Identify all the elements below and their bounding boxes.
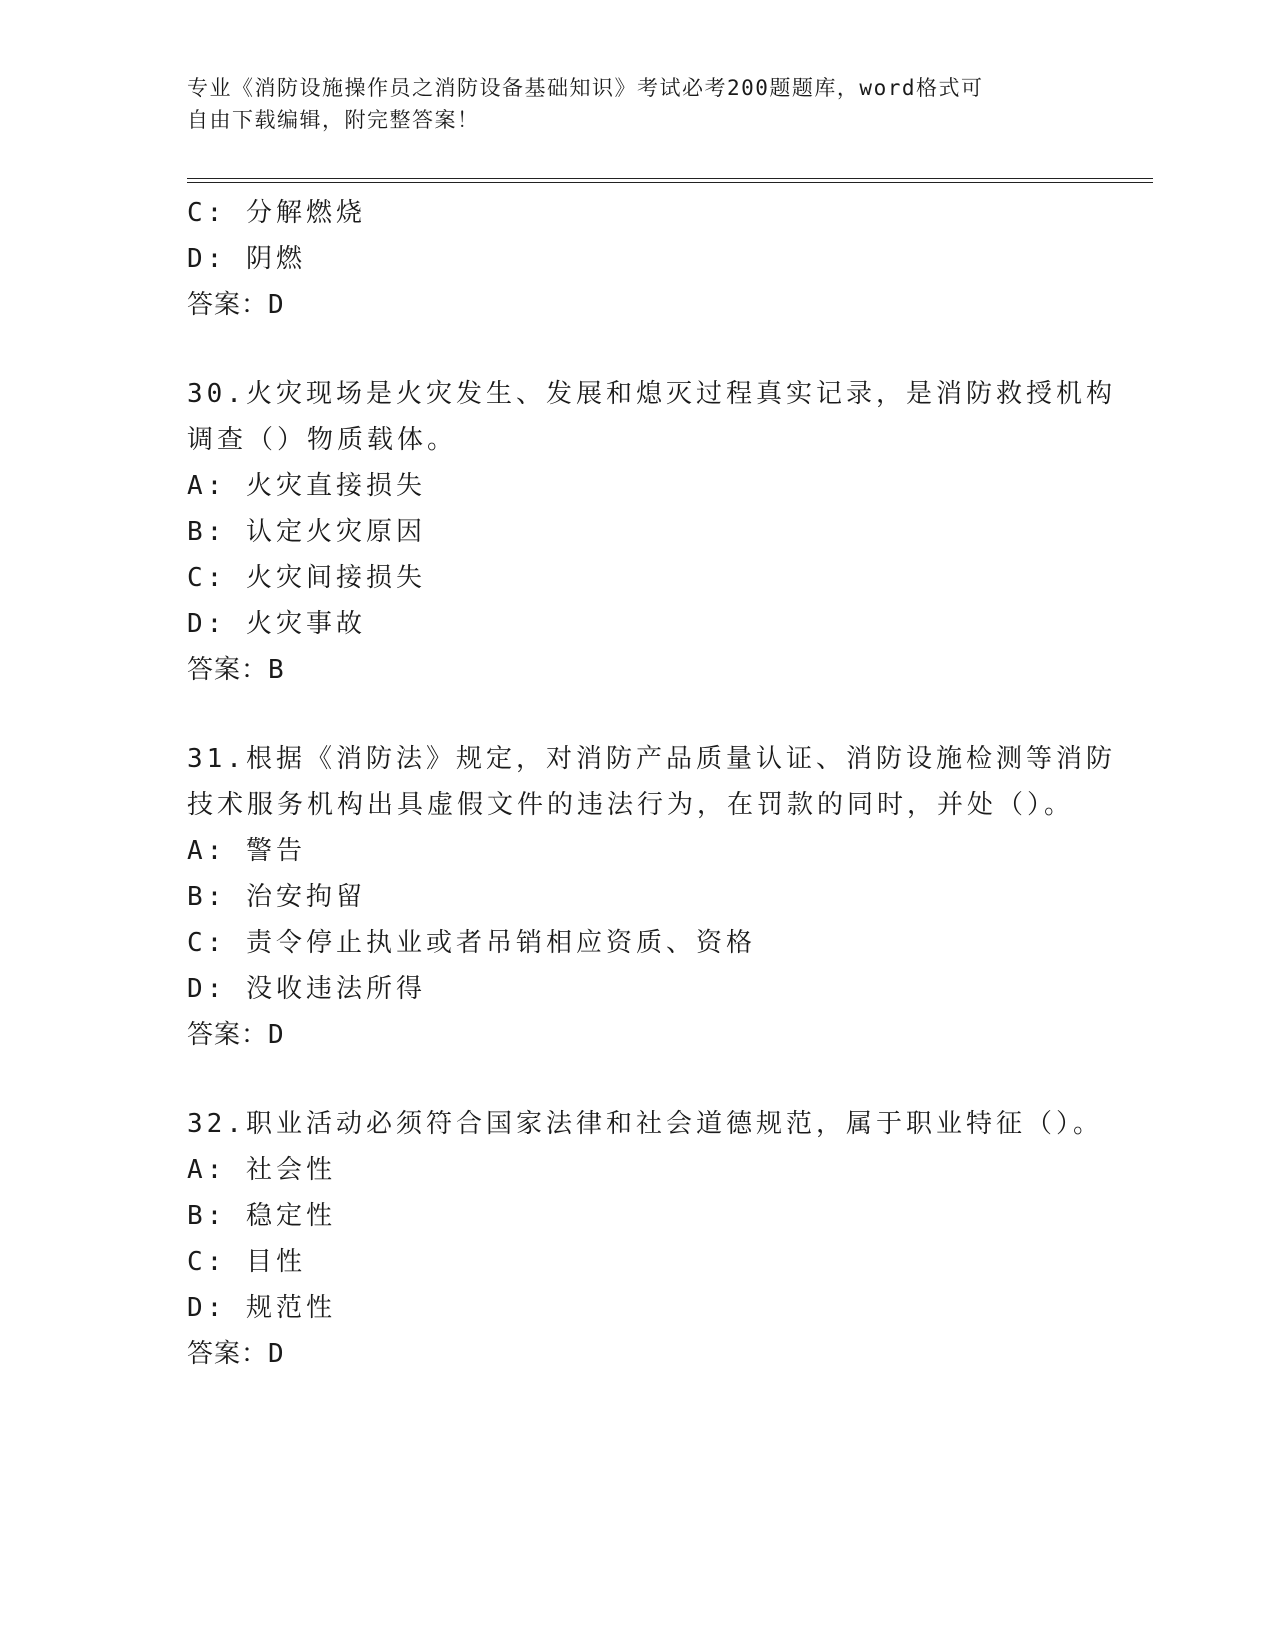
- option-text: 阴燃: [245, 244, 306, 274]
- answer-value: D: [268, 1339, 285, 1369]
- answer-value: D: [268, 1020, 285, 1050]
- option-label: A:: [187, 836, 227, 866]
- option-label: B:: [187, 882, 227, 912]
- answer-value: B: [268, 655, 285, 685]
- answer-line: [187, 647, 1087, 693]
- option-text: 火灾事故: [245, 609, 366, 639]
- page-header: [187, 72, 1067, 136]
- question-continued: [187, 190, 1087, 328]
- option-label: D:: [187, 609, 227, 639]
- option-text: 治安拘留: [245, 882, 366, 912]
- option-d: [187, 966, 1087, 1012]
- option-label: C:: [187, 198, 227, 228]
- option-d: [187, 236, 1087, 282]
- option-label: D:: [187, 244, 227, 274]
- option-label: B:: [187, 517, 227, 547]
- answer-label: 答案：: [187, 290, 269, 320]
- question-text-line: [187, 736, 1116, 782]
- option-text: 火灾间接损失: [245, 563, 426, 593]
- answer-line: [187, 1331, 1087, 1377]
- option-text: 规范性: [245, 1293, 336, 1323]
- question-list: [187, 190, 1116, 1377]
- answer-label: 答案：: [187, 1339, 269, 1369]
- question-text-line: [187, 1101, 1103, 1147]
- question-32: [187, 1101, 1103, 1377]
- option-label: D:: [187, 1293, 227, 1323]
- option-b: [187, 1193, 1087, 1239]
- option-c: [187, 1239, 1087, 1285]
- option-text: 警告: [245, 836, 306, 866]
- option-b: [187, 509, 1087, 555]
- question-text: 职业活动必须符合国家法律和社会道德规范，属于职业特征（）。: [245, 1109, 1103, 1139]
- option-label: C:: [187, 563, 227, 593]
- question-number: 32.: [187, 1109, 246, 1139]
- option-text: 分解燃烧: [245, 198, 366, 228]
- option-label: D:: [187, 974, 227, 1004]
- question-text-line: 调查（）物质载体。: [187, 425, 458, 455]
- question-31: [187, 736, 1116, 1058]
- option-label: C:: [187, 928, 227, 958]
- option-label: A:: [187, 1155, 227, 1185]
- option-b: [187, 874, 1087, 920]
- question-text: 火灾现场是火灾发生、发展和熄灭过程真实记录，是消防救授机构: [245, 379, 1116, 409]
- option-label: C:: [187, 1247, 227, 1277]
- question-text-line: 技术服务机构出具虚假文件的违法行为，在罚款的同时，并处（）。: [187, 790, 1075, 820]
- answer-line: [187, 282, 1087, 328]
- header-line-1: 专业《消防设施操作员之消防设备基础知识》考试必考200题题库，word格式可: [187, 76, 984, 100]
- option-label: A:: [187, 471, 227, 501]
- option-text: 火灾直接损失: [245, 471, 426, 501]
- option-text: 社会性: [245, 1155, 336, 1185]
- option-text: 责令停止执业或者吊销相应资质、资格: [245, 928, 756, 958]
- answer-label: 答案：: [187, 655, 269, 685]
- header-line-2: 自由下载编辑，附完整答案！: [187, 108, 480, 132]
- question-30: [187, 371, 1116, 693]
- question-text: 根据《消防法》规定，对消防产品质量认证、消防设施检测等消防: [245, 744, 1116, 774]
- option-a: [187, 1147, 1087, 1193]
- question-number: 31.: [187, 744, 246, 774]
- answer-label: 答案：: [187, 1020, 269, 1050]
- question-number: 30.: [187, 379, 246, 409]
- answer-value: D: [268, 290, 285, 320]
- answer-line: [187, 1012, 1087, 1058]
- header-divider: [187, 178, 1153, 183]
- option-c: [187, 190, 1087, 236]
- option-text: 认定火灾原因: [245, 517, 426, 547]
- option-a: [187, 828, 1087, 874]
- option-label: B:: [187, 1201, 227, 1231]
- option-text: 目性: [245, 1247, 306, 1277]
- option-c: [187, 920, 1087, 966]
- option-d: [187, 1285, 1087, 1331]
- option-d: [187, 601, 1087, 647]
- option-a: [187, 463, 1087, 509]
- question-text-line: [187, 371, 1116, 417]
- option-text: 没收违法所得: [245, 974, 426, 1004]
- option-c: [187, 555, 1087, 601]
- option-text: 稳定性: [245, 1201, 336, 1231]
